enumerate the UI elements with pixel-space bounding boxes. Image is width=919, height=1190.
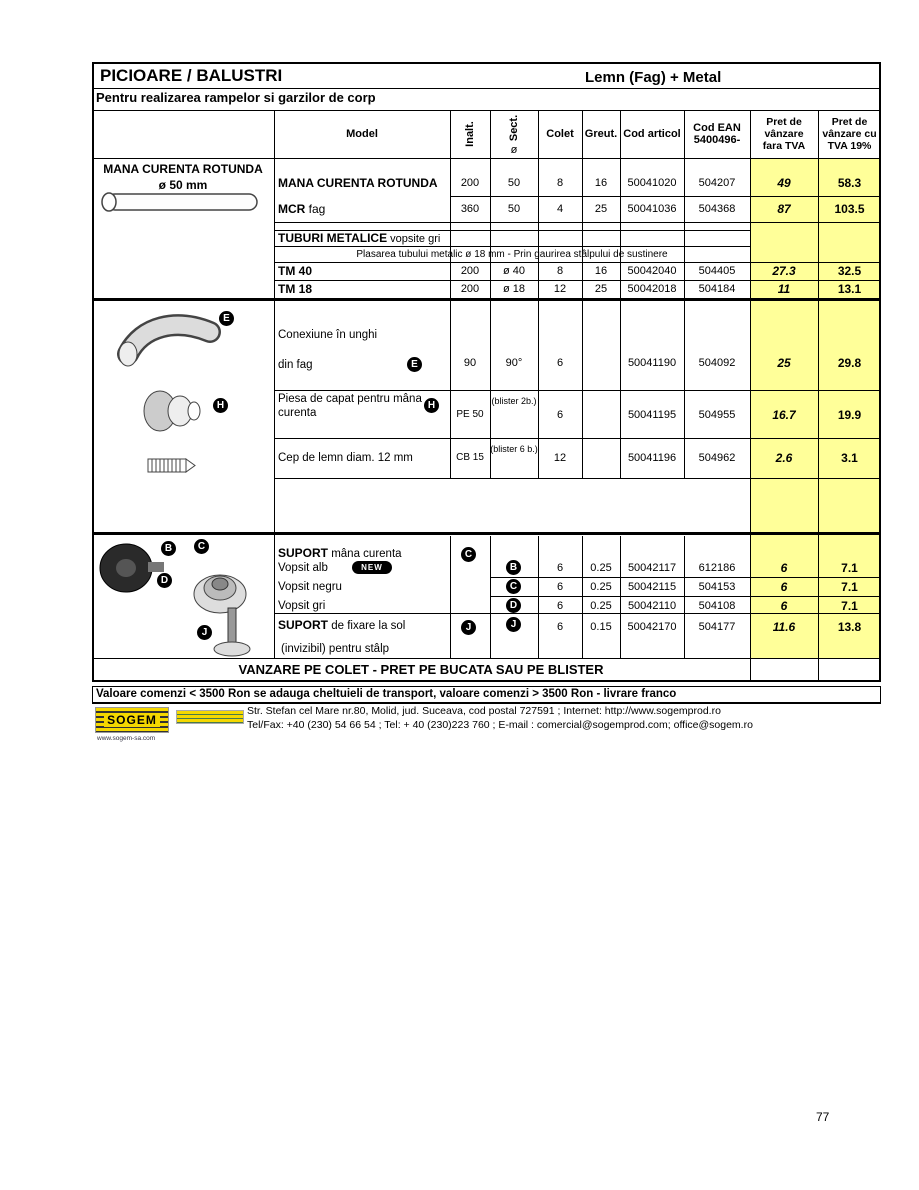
cell-inalt: 200	[460, 265, 480, 277]
cell-greut: 25	[594, 283, 608, 295]
letter-badge-c: C	[461, 547, 476, 562]
section-divider	[92, 532, 881, 535]
suport-header: SUPORT mâna curenta	[278, 546, 402, 560]
tuburi-header: TUBURI METALICE vopsite gri	[278, 231, 441, 245]
cell-greut: 0.25	[590, 562, 612, 574]
letter-badge-b: B	[506, 560, 521, 575]
page-subtitle: Pentru realizarea rampelor si garzilor de corp	[96, 90, 376, 105]
logo-website: www.sogem-sa.com	[97, 735, 156, 742]
cell-colet: 6	[556, 621, 564, 633]
cell-inalt: 90	[463, 357, 477, 369]
cell-model: Vopsit alb	[278, 562, 328, 574]
col-header-model: Model	[346, 128, 378, 140]
cell-sect: (blister 6 b.)	[490, 444, 538, 454]
letter-badge-e: E	[219, 311, 234, 326]
letter-badge-j: J	[461, 620, 476, 635]
cell-pret-fara: 6	[780, 580, 788, 594]
col-header-pret-fara-tva: Pret de vânzare fara TVA	[762, 116, 806, 152]
cell-greut: 25	[594, 203, 608, 215]
handrail-image	[97, 190, 265, 214]
cell-sect: 90°	[505, 357, 523, 369]
grid-line	[490, 536, 491, 658]
cell-cod-ean: 504962	[698, 452, 736, 464]
cell-pret-fara: 49	[777, 176, 791, 190]
support-rod-image	[210, 606, 254, 658]
cell-model: TM 18	[278, 282, 313, 296]
page-number: 77	[816, 1110, 830, 1124]
cell-pret-cu: 58.3	[837, 176, 862, 190]
cell-cod-ean: 612186	[698, 562, 736, 574]
letter-badge-b: B	[161, 541, 176, 556]
cell-cod-articol: 50042110	[627, 600, 677, 612]
cell-pret-fara: 11.6	[772, 620, 796, 634]
cell-colet: 12	[553, 283, 567, 295]
cell-sect: ø 18	[502, 283, 525, 295]
sogem-logo: SOGEM	[95, 707, 169, 733]
support-disc-image	[96, 538, 166, 596]
cell-greut: 0.25	[590, 600, 612, 612]
cell-greut: 0.25	[590, 581, 612, 593]
cell-cod-articol: 50042018	[627, 283, 677, 295]
address-line1: Str. Stefan cel Mare nr.80, Molid, jud. Suceava, cod postal 727591 ; Internet: http://www.sogemprod.ro	[247, 705, 721, 717]
left-label-mana-curenta: MANA CURENTA ROTUNDA	[103, 162, 263, 176]
grid-line	[274, 246, 750, 247]
cell-pret-fara: 16.7	[772, 408, 796, 422]
col-header-pret-cu-tva: Pret de vânzare cu TVA 19%	[822, 116, 877, 152]
cell-pret-cu: 7.1	[841, 561, 858, 575]
col-header-inalt: Inalt.	[463, 121, 476, 147]
cell-cod-ean: 504405	[698, 265, 736, 277]
sogemprod-badge	[176, 710, 244, 724]
cell-pret-cu: 13.1	[837, 282, 862, 296]
new-badge: NEW	[352, 561, 392, 574]
letter-badge-h: H	[213, 398, 228, 413]
letter-badge-d: D	[506, 598, 521, 613]
cell-sect: 50	[507, 203, 521, 215]
cell-pret-cu: 7.1	[841, 599, 858, 613]
cell-colet: 6	[556, 581, 564, 593]
cell-pret-cu: 29.8	[837, 356, 862, 370]
cell-model: MANA CURENTA ROTUNDA	[278, 176, 438, 190]
col-header-cod-articol: Cod articol	[623, 128, 681, 140]
cell-greut: 0.15	[590, 621, 612, 633]
cell-inalt: 200	[460, 283, 480, 295]
sales-band: VANZARE PE COLET - PRET PE BUCATA SAU PE BLISTER	[238, 662, 604, 677]
cell-greut: 16	[594, 265, 608, 277]
cell-model: Cep de lemn diam. 12 mm	[278, 452, 413, 464]
cell-inalt: 200	[460, 177, 480, 189]
cell-pret-fara: 27.3	[772, 264, 796, 278]
cell-model: SUPORT de fixare la sol	[278, 618, 406, 632]
end-cap-image	[138, 386, 214, 436]
cell-colet: 6	[556, 600, 564, 612]
cell-model-line2: din fag	[278, 359, 313, 371]
cell-cod-ean: 504955	[698, 409, 736, 421]
wood-dowel-image	[146, 456, 198, 476]
cell-cod-articol: 50041195	[627, 409, 677, 421]
cell-cod-articol: 50041196	[627, 452, 677, 464]
grid-line	[450, 196, 881, 197]
letter-badge-d: D	[157, 573, 172, 588]
cell-cod-ean: 504177	[698, 621, 736, 633]
cell-pret-fara: 87	[777, 202, 791, 216]
col-header-greut: Greut.	[584, 128, 618, 140]
cell-pret-cu: 3.1	[841, 451, 858, 465]
left-label-diameter: ø 50 mm	[158, 178, 208, 192]
section-divider	[92, 298, 881, 301]
cell-model-line1: Conexiune în unghi	[278, 329, 378, 341]
cell-colet: 6	[556, 357, 564, 369]
cell-cod-ean: 504153	[698, 581, 736, 593]
cell-colet: 4	[556, 203, 564, 215]
letter-badge-j: J	[197, 625, 212, 640]
cell-cod-ean: 504368	[698, 203, 736, 215]
cell-cod-articol: 50041036	[627, 203, 677, 215]
grid-line	[274, 222, 881, 223]
address-line2: Tel/Fax: +40 (230) 54 66 54 ; Tel: + 40 (230)223 760 ; E-mail : comercial@sogemprod.com; office@sogem.ro	[247, 719, 753, 731]
cell-cod-ean: 504092	[698, 357, 736, 369]
col-header-cod-ean: Cod EAN 5400496-	[693, 122, 741, 146]
cell-pret-fara: 11	[777, 282, 791, 296]
cell-inalt: PE 50	[456, 409, 484, 420]
cell-pret-cu: 32.5	[837, 264, 862, 278]
grid-line	[274, 390, 881, 391]
elbow-connector-image	[112, 308, 222, 370]
cell-pret-cu: 13.8	[837, 620, 862, 634]
cell-cod-articol: 50041190	[627, 357, 677, 369]
cell-cod-ean: 504207	[698, 177, 736, 189]
cell-model-line2: (invizibil) pentru stâlp	[281, 643, 390, 655]
cell-colet: 6	[556, 562, 564, 574]
col-header-colet: Colet	[546, 128, 574, 140]
grid-line	[92, 88, 881, 89]
cell-model: Vopsit gri	[278, 600, 326, 612]
material-label: Lemn (Fag) + Metal	[585, 69, 722, 86]
col-header-sect: Sect.	[507, 114, 520, 142]
order-note: Valoare comenzi < 3500 Ron se adauga cheltuieli de transport, valoare comenzi > 3500 Ron - livrare franco	[92, 686, 881, 704]
grid-line	[274, 438, 881, 439]
cell-colet: 12	[553, 452, 567, 464]
cell-cod-articol: 50042040	[627, 265, 677, 277]
cell-pret-cu: 103.5	[834, 202, 865, 216]
cell-inalt: CB 15	[456, 452, 484, 463]
cell-model: Piesa de capat pentru mâna curenta	[278, 393, 422, 419]
page-title: PICIOARE / BALUSTRI	[100, 66, 283, 85]
cell-colet: 8	[556, 177, 564, 189]
cell-pret-fara: 25	[777, 356, 791, 370]
cell-diam-symbol: ø	[510, 144, 518, 156]
cell-sect: 50	[507, 177, 521, 189]
cell-cod-articol: 50041020	[627, 177, 677, 189]
cell-cod-articol: 50042117	[627, 562, 677, 574]
cell-cod-ean: 504184	[698, 283, 736, 295]
cell-inalt: 360	[460, 203, 480, 215]
letter-badge-c: C	[506, 579, 521, 594]
cell-sect: (blister 2b.)	[491, 396, 537, 406]
cell-colet: 6	[556, 409, 564, 421]
letter-badge-h: H	[424, 398, 439, 413]
letter-badge-c: C	[194, 539, 209, 554]
grid-line	[450, 536, 451, 658]
cell-cod-articol: 50042170	[627, 621, 677, 633]
cell-model: TM 40	[278, 264, 313, 278]
cell-sect: ø 40	[502, 265, 525, 277]
cell-pret-fara: 2.6	[775, 451, 793, 465]
letter-badge-j: J	[506, 617, 521, 632]
cell-model: MCR fag	[278, 202, 326, 216]
cell-cod-articol: 50042115	[627, 581, 677, 593]
grid-line	[274, 478, 881, 479]
cell-pret-cu: 7.1	[841, 580, 858, 594]
cell-cod-ean: 504108	[698, 600, 736, 612]
cell-pret-fara: 6	[780, 599, 788, 613]
tuburi-note: Plasarea tubului metalic ø 18 mm - Prin gaurirea stâlpului de sustinere	[356, 249, 668, 260]
cell-pret-fara: 6	[780, 561, 788, 575]
cell-model: Vopsit negru	[278, 581, 342, 593]
cell-colet: 8	[556, 265, 564, 277]
cell-greut: 16	[594, 177, 608, 189]
letter-badge-e: E	[407, 357, 422, 372]
cell-pret-cu: 19.9	[837, 408, 862, 422]
grid-line	[92, 158, 881, 159]
